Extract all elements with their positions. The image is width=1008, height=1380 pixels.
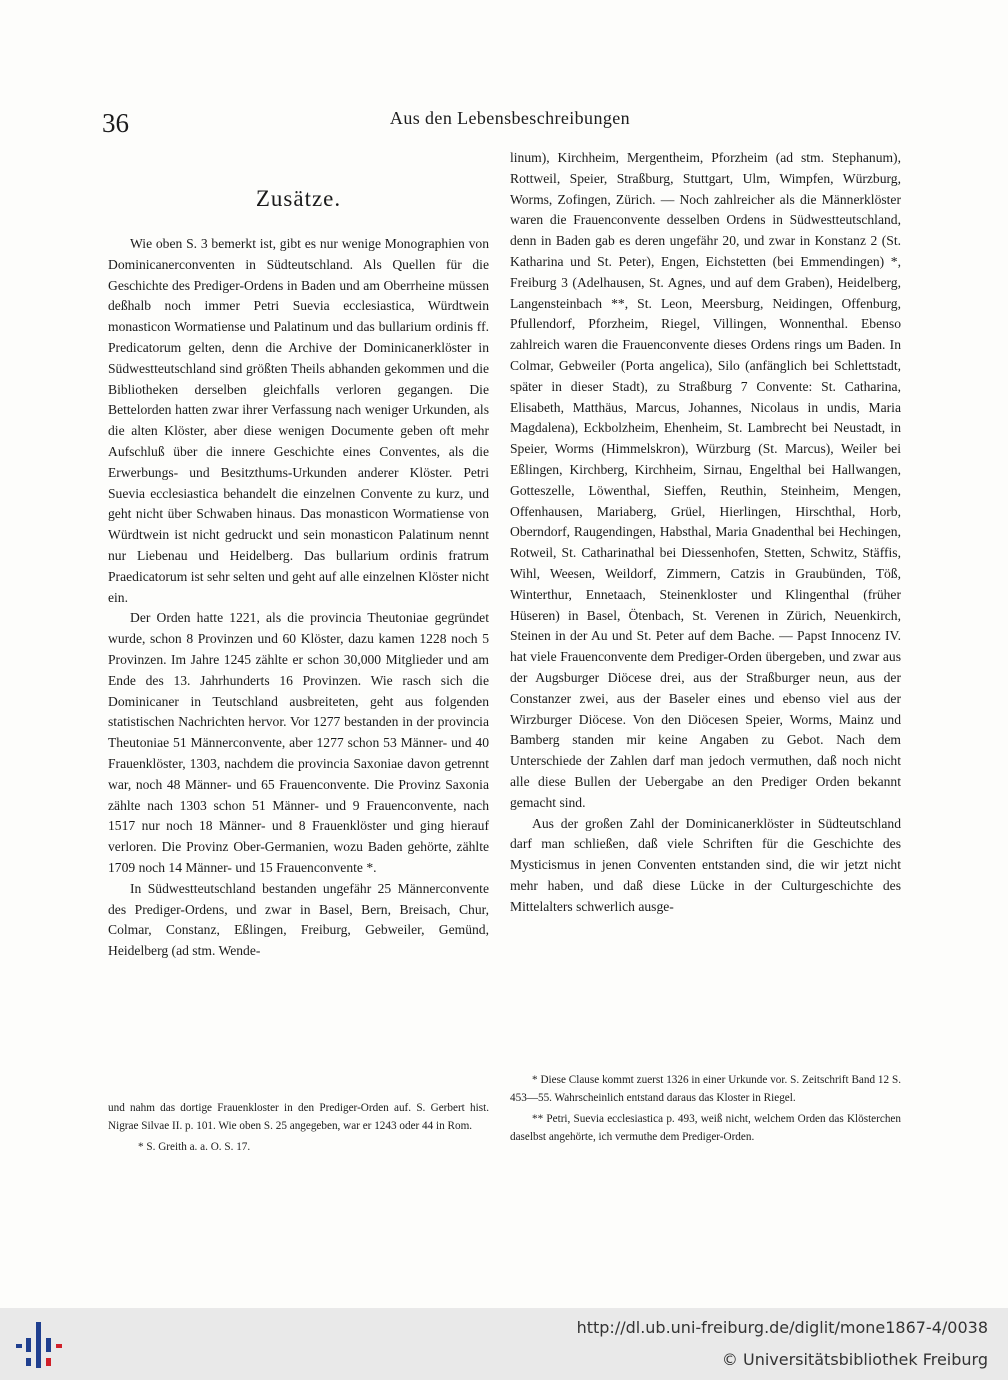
copyright-notice: © Universitätsbibliothek Freiburg <box>721 1350 988 1369</box>
page-number: 36 <box>102 108 129 138</box>
paragraph: In Südwestteutschland bestanden ungefähr 25 Männerconvente des Prediger-Ordens, und zwar in Basel, Bern, Breisach, Chur, Colmar, Constanz, Eßlingen, Freiburg, Gebweiler, Gemünd, Heidelberg (ad stm. Wende- <box>108 880 489 959</box>
left-footnotes <box>108 1100 489 1161</box>
document-url[interactable]: http://dl.ub.uni-freiburg.de/diglit/mone1867-4/0038 <box>576 1318 988 1337</box>
ub-freiburg-logo-icon[interactable] <box>14 1320 64 1370</box>
footnote: * Diese Clause kommt zuerst 1326 in einer Urkunde vor. S. Zeitschrift Band 12 S. 453—55. Wahrscheinlich entstand daraus das Kloster in Riegel. <box>510 1074 901 1104</box>
footnote: und nahm das dortige Frauenkloster in den Prediger-Orden auf. S. Gerbert hist. Nigrae Silvae II. p. 101. Wie oben S. 25 angegeben, war er 1243 oder 44 in Rom. <box>108 1102 489 1132</box>
footnote: * S. Greith a. a. O. S. 17. <box>138 1141 251 1153</box>
footnote: ** Petri, Suevia ecclesiastica p. 493, weiß nicht, welchem Orden das Klösterchen daselbst angehörte, ich vermuthe dem Prediger-Orden. <box>510 1113 901 1143</box>
right-column <box>510 148 901 917</box>
right-footnotes <box>510 1072 901 1150</box>
paragraph: Der Orden hatte 1221, als die provincia Theutoniae gegründet wurde, schon 8 Provinzen und 60 Klöster, dazu kamen 1228 noch 5 Provinzen. Im Jahre 1245 zählte er schon 30,000 Mitglieder und am Ende des 13. Jahrhunderts 16 Provinzen. Wie rasch sich die Dominicaner in Teutschland ausbreiteten, geht aus folgenden statistischen Nachrichten hervor. Vor 1277 bestanden in der provincia Theutoniae 51 Männerconvente, aber 1277 schon 53 Männer- und 40 Frauenklöster, 1303, nachdem die provincia Saxoniae davon getrennt war, noch 48 Männer- und 65 Frauenconvente. Die Provinz Saxonia zählte nach 1303 schon 51 Männer- und 9 Frauenconvente, nach 1517 nur noch 18 Männer- und 8 Frauenklöster und ging hierauf verloren. Die Provinz Ober-Germanien, wozu Baden gehörte, zählte 1709 noch 14 Männer- und 15 Frauenconvente *. <box>108 610 489 875</box>
paragraph: linum), Kirchheim, Mergentheim, Pforzheim (ad stm. Stephanum), Rottweil, Speier, Straßburg, Stuttgart, Ulm, Wimpfen, Würzburg, Worms, Zofingen, Zürich. — Noch zahlreicher als die Männerklöster waren die Frauenconvente desselben Ordens in Südwestteutschland, denn in Baden gab es deren ungefähr 20, und zwar in Konstanz 2 (St. Katharina und St. Peter), Engen, Eichstetten (bei Emmendingen) *, Freiburg 3 (Adelhausen, St. Agnes, und auf dem Graben), Heidelberg, Langensteinbach **, St. Leon, Meersburg, Neidingen, Offenburg, Pfullendorf, Pforzheim, Riegel, Villingen, Wonnenthal. Ebenso zahlreich waren die Frauenconvente dieses Ordens rings um Baden. In Colmar, Gebweiler (Porta angelica), Silo (anfänglich bei Schlettstadt, später in dieser Stadt), zu Straßburg 7 Convente: St. Catharina, Elisabeth, Matthäus, Marcus, Johannes, Nicolaus in undis, Maria Magdalena), Eckbolzheim, Ehenheim, St. Lambrecht bei Neustadt, in Speier, Worms (Himmelskron), Würzburg (St. Marcus), Weiler bei Eßlingen, Kirchberg, Kirchheim, Sirnau, Engelthal bei Hallwangen, Gotteszelle, Löwenthal, Sieffen, Reuthin, Steinheim, Mengen, Offenhausen, Mariaberg, Grüel, Hierlingen, Hirschthal, Horb, Oberndorf, Raugendingen, Habsthal, Maria Gnadenthal bei Hechingen, Rotweil, St. Catharinathal bei Diessenhofen, Stetten, Schwitz, Stäffis, Wihl, Weesen, Weildorf, Zimmern, Catzis in Graubünden, Töß, Winterthur, Ennetaach, Steinenkloster und Klingenthal (früher Hüseren) in Basel, Ötenbach, St. Verenen in Zürich, Neuenkirch, Steinen in der Au und St. Peter auf dem Bache. — Papst Innocenz IV. hat viele Frauenconvente dem Prediger-Orden übergeben, und zwar aus der Augsburger Diöcese drei, aus der Straßburger neun, aus der Constanzer zwei, aus der Baseler eines und ebenso viel aus der Wirzburger Diöcese. Von den Diöcesen Speier, Worms, Mainz und Bamberg standen mir keine Angaben zu Gebot. Nach dem Unterschiede der Zahlen darf man jedoch vermuthen, daß noch nicht alle diese Bullen der Uebergabe an den Prediger Orden bekannt gemacht sind. <box>510 150 901 810</box>
paragraph: Aus der großen Zahl der Dominicanerklöster in Südteutschland darf man schließen, daß viele Schriften für die Geschichte des Mysticismus in jenen Conventen entstanden sind, die wir jetzt nicht mehr haben, und daß diese Lücke in der Culturgeschichte des Mittelalters schwerlich ausge- <box>510 815 901 914</box>
paragraph: Wie oben S. 3 bemerkt ist, gibt es nur wenige Monographien von Dominicanerconventen in Südteutschland. Als Quellen für die Geschichte des Prediger-Ordens in Baden und am Oberrheine müssen deßhalb noch immer Petri Suevia ecclesiastica, Würdtwein monasticon Wormatiense und Palatinum und das bullarium ordinis ff. Predicatorum gelten, denn die Archive der Dominicanerklöster in Südwestteutschland sind größten Theils abhanden gekommen und die Bibliotheken derselben gleichfalls verloren gegangen. Die Bettelorden hatten zwar ihrer Verfassung nach weniger Urkunden, als die alten Klöster, aber diese wenigen Documente geben oft mehr Aufschluß über die innere Geschichte eines Conventes, als die Erwerbungs- und Besitzthums-Urkunden anderer Klöster. Petri Suevia ecclesiastica behandelt die einzelnen Convente zu kurz, und geht nicht über Schwaben hinaus. Das monasticon Wormatiense von Würdtwein ist nicht gedruckt und sein monasticon Palatinum nennt nur Liebenau und Heidelberg. Das bullarium ordinis fratrum Praedicatorum ist sehr selten und geht auf alle einzelnen Klöster nicht ein. <box>108 236 489 605</box>
left-column <box>108 160 489 962</box>
running-title: Aus den Lebensbeschreibungen <box>389 108 631 128</box>
section-title: Zusätze. <box>255 186 342 211</box>
